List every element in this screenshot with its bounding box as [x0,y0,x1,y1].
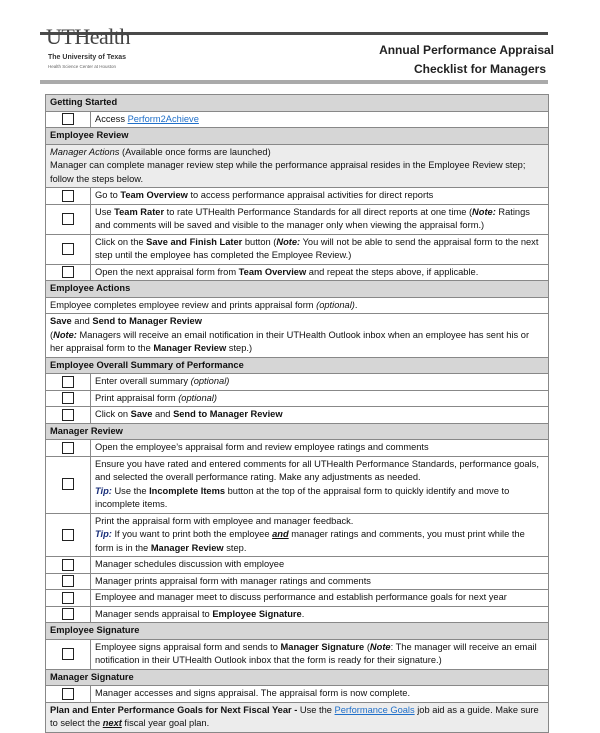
logo-subtitle-small: Health Science Center at Houston [48,64,117,69]
text-segment: Go to [95,190,121,200]
row-text-cell [46,669,549,686]
text-segment: Manager schedules discussion with employee [95,559,285,569]
text-line [95,528,544,555]
checkbox-cell [46,513,91,557]
document-title-line1: Annual Performance Appraisal [379,43,554,57]
checkbox[interactable] [62,559,74,571]
row-text-cell [46,423,549,440]
checkbox-cell [46,234,91,264]
checkbox[interactable] [62,688,74,700]
checkbox-cell [46,264,91,281]
text-segment: and repeat the steps above, if applicable. [306,266,479,277]
text-segment: fiscal year goal plan. [121,718,210,728]
text-line [95,641,544,668]
checkbox-cell [46,606,91,623]
text-segment: Note: [472,206,496,217]
text-line [95,558,544,572]
checkbox[interactable] [62,409,74,421]
row-text-cell [91,590,549,607]
text-segment: Open the next appraisal form from [95,266,239,277]
text-segment: Ensure you have rated and entered comments for all UTHealth Performance Standards, performance goals, and selected the overall performance rating. Make any adjustments as needed. [95,458,539,482]
text-segment: Use [95,206,115,217]
row-text-cell [46,357,549,374]
text-segment: Manager Actions [50,146,120,157]
text-line [95,591,544,605]
text-segment: Manager Review [50,425,123,436]
text-segment: Note: [53,329,77,340]
checkbox[interactable] [62,575,74,587]
text-segment: step. [223,542,247,553]
text-segment: Employee Review [50,130,129,140]
checklist-item-row [46,234,549,264]
section-header-row [46,669,549,686]
text-segment: You will not be able to send the appraisal form to the next step until the employee has completed the Employee Review.) [95,236,539,260]
row-text-cell [46,702,549,732]
checklist-item-row [46,557,549,574]
text-segment: Send to Manager Review [173,409,283,419]
section-header-row [46,357,549,374]
checklist-item-row [46,639,549,669]
text-segment: Save and Finish Later [146,236,243,247]
text-segment: Ratings and comments will be saved and visible to the manager only when viewing the appraisal form.) [95,206,530,230]
checklist-item-row [46,606,549,623]
text-segment: job aid as a guide. Make sure to select the [50,704,539,728]
checklist-table [45,94,549,733]
row-text-cell [91,188,549,205]
text-segment: . [354,299,358,310]
checkbox[interactable] [62,243,74,255]
text-line [95,441,544,455]
checklist-item-row [46,513,549,557]
checkbox-cell [46,557,91,574]
link[interactable]: Perform2Achieve [127,113,199,124]
text-segment: and [272,529,289,539]
text-line [50,129,544,143]
checklist-item-row [46,111,549,128]
text-segment: ( [364,641,370,652]
text-segment: Employee Signature [50,625,140,635]
row-text-cell [91,606,549,623]
info-row [46,144,549,188]
text-segment: step.) [226,343,253,353]
section-header-row [46,95,549,112]
text-segment: Team Rater [114,206,165,217]
logo-wordmark: UTHealth [46,24,130,49]
text-line [50,425,544,439]
text-line [95,236,544,263]
text-segment: Employee and manager meet to discuss performance and establish performance goals for next year [95,592,507,602]
checklist-item-row [46,374,549,391]
text-segment: Manager prints appraisal form with manager ratings and comments [95,575,371,586]
text-line [50,146,544,160]
checkbox-cell [46,407,91,424]
checkbox[interactable] [62,529,74,541]
text-segment: Send to Manager Review [92,316,202,326]
text-segment: Open the employee’s appraisal form and review employee ratings and comments [95,442,429,452]
text-line [95,485,544,512]
text-segment: Click on the [95,236,147,247]
row-text-cell [91,407,549,424]
text-segment: (optional) [316,299,355,310]
row-text-cell [91,374,549,391]
text-segment: button ( [242,236,277,247]
text-segment: (optional) [190,376,230,386]
row-text-cell [46,297,549,314]
text-segment: Access [95,113,128,124]
text-segment: Manager accesses and signs appraisal. The appraisal form is now complete. [95,688,411,698]
text-line [50,671,544,685]
text-line [95,575,544,589]
text-segment: Click on [95,409,131,419]
text-segment: Employee completes employee review and prints appraisal form [50,299,317,310]
checklist-item-row [46,407,549,424]
text-line [95,408,544,422]
text-segment: Employee signs appraisal form and sends to [95,641,281,652]
checkbox[interactable] [62,592,74,604]
checkbox-cell [46,639,91,669]
text-line [50,359,544,373]
row-text-cell [91,686,549,703]
text-segment: Team Overview [120,190,188,200]
text-segment: Print appraisal form [95,392,179,403]
text-line [50,329,544,356]
text-segment: Manager Signature [280,641,365,652]
text-line [50,159,544,186]
text-segment: to access performance appraisal activities for direct reports [187,190,434,200]
checkbox-cell [46,204,91,234]
text-segment: and [71,316,93,326]
text-segment: Getting Started [50,97,118,107]
row-text-cell [91,573,549,590]
text-segment: and [152,409,174,419]
text-line [95,266,544,280]
text-segment: Save [50,316,72,326]
text-segment: : The manager will receive an email notification in their UTHealth Outlook inbox that the form is ready for their signature.) [95,641,537,665]
text-line [95,687,544,701]
checkbox[interactable] [62,392,74,404]
section-header-row [46,423,549,440]
text-line [50,282,544,296]
checklist-item-row [46,590,549,607]
text-segment: button at the top of the appraisal form to quickly identify and move to incomplete items. [95,485,510,509]
text-segment: Save [130,409,153,419]
text-segment: If you want to print both the employee [111,529,273,539]
text-line [50,704,544,731]
text-line [95,206,544,233]
checklist-item-row [46,188,549,205]
row-text-cell [91,390,549,407]
checkbox-cell [46,590,91,607]
checkbox-cell [46,390,91,407]
text-segment: Print the appraisal form with employee and manager feedback. [95,515,354,526]
section-header-row [46,623,549,640]
checkbox[interactable] [62,376,74,388]
checklist-item-row [46,686,549,703]
text-line [95,375,544,389]
checkbox-cell [46,440,91,457]
text-segment: Tip: [95,485,112,496]
text-segment: Tip: [95,529,112,539]
row-text-cell [91,440,549,457]
text-segment: next [102,718,122,728]
text-segment: manager ratings and comments, you must print while the form is in the [95,529,525,553]
row-text-cell [46,95,549,112]
row-text-cell [46,281,549,298]
checkbox[interactable] [62,266,74,278]
checkbox-cell [46,188,91,205]
checkbox[interactable] [62,190,74,202]
text-segment: Note [369,641,391,652]
text-segment: Enter overall summary [95,376,191,386]
row-text-cell [91,639,549,669]
text-segment: Employee Signature [212,608,302,619]
checkbox[interactable] [62,478,74,490]
text-segment: ( [50,329,54,340]
text-segment: (Available once forms are launched) [119,146,271,157]
link[interactable]: Performance Goals [334,704,415,715]
text-segment: Team Overview [238,266,307,277]
row-text-cell [91,456,549,513]
logo-subtitle: The University of Texas [48,54,127,61]
text-segment: . [301,608,305,619]
info-row [46,702,549,732]
checkbox[interactable] [62,113,74,125]
text-segment: Note: [276,236,301,247]
text-segment: Incomplete Items [149,485,226,496]
checkbox-cell [46,111,91,128]
text-segment: Plan and Enter Performance Goals for Next Fiscal Year - [50,704,300,715]
row-text-cell [91,111,549,128]
text-segment: Use the [111,485,150,496]
text-segment: Employee Overall Summary of Performance [50,359,244,370]
text-segment: Use the [299,704,335,715]
text-line [95,113,544,127]
text-segment: Manager Review [153,343,227,353]
section-header-row [46,128,549,145]
row-text-cell [46,128,549,145]
checkbox-cell [46,374,91,391]
checkbox[interactable] [62,442,74,454]
checklist-item-row [46,440,549,457]
section-header-row [46,281,549,298]
checklist-item-row [46,264,549,281]
text-line [95,608,544,622]
checkbox-cell [46,686,91,703]
row-text-cell [91,204,549,234]
checkbox[interactable] [62,608,74,620]
text-line [50,315,544,329]
row-text-cell [46,314,549,358]
text-segment: Manager Review [150,542,224,553]
row-text-cell [91,557,549,574]
text-segment: to rate UTHealth Performance Standards for all direct reports at one time ( [164,206,473,217]
text-line [50,299,544,313]
checklist-item-row [46,390,549,407]
checkbox-cell [46,456,91,513]
checklist-item-row [46,456,549,513]
checkbox[interactable] [62,213,74,225]
checklist-item-row [46,204,549,234]
text-segment: Manager sends appraisal to [95,608,213,619]
text-line [50,96,544,110]
text-line [95,392,544,406]
text-line [95,189,544,203]
text-segment: Manager Signature [50,671,134,682]
text-segment: Manager can complete manager review step while the performance appraisal resides in the Employee Review step; follow the steps below. [50,160,526,184]
text-line [95,458,544,485]
row-text-cell [91,264,549,281]
checklist-item-row [46,573,549,590]
row-text-cell [91,513,549,557]
checkbox-cell [46,573,91,590]
text-segment: Managers will receive an email notification in their UTHealth Outlook inbox when an employee has sent his or her appraisal form to the [50,329,530,353]
checkbox[interactable] [62,648,74,660]
info-row [46,297,549,314]
text-segment: (optional) [178,392,217,403]
row-text-cell [46,623,549,640]
row-text-cell [91,234,549,264]
header-bottom-rule [40,80,548,84]
uthealth-logo [46,22,186,72]
text-line [95,515,544,529]
text-line [50,624,544,638]
text-segment: Employee Actions [50,283,131,293]
info-row [46,314,549,358]
document-title-line2: Checklist for Managers [413,62,546,76]
row-text-cell [46,144,549,188]
